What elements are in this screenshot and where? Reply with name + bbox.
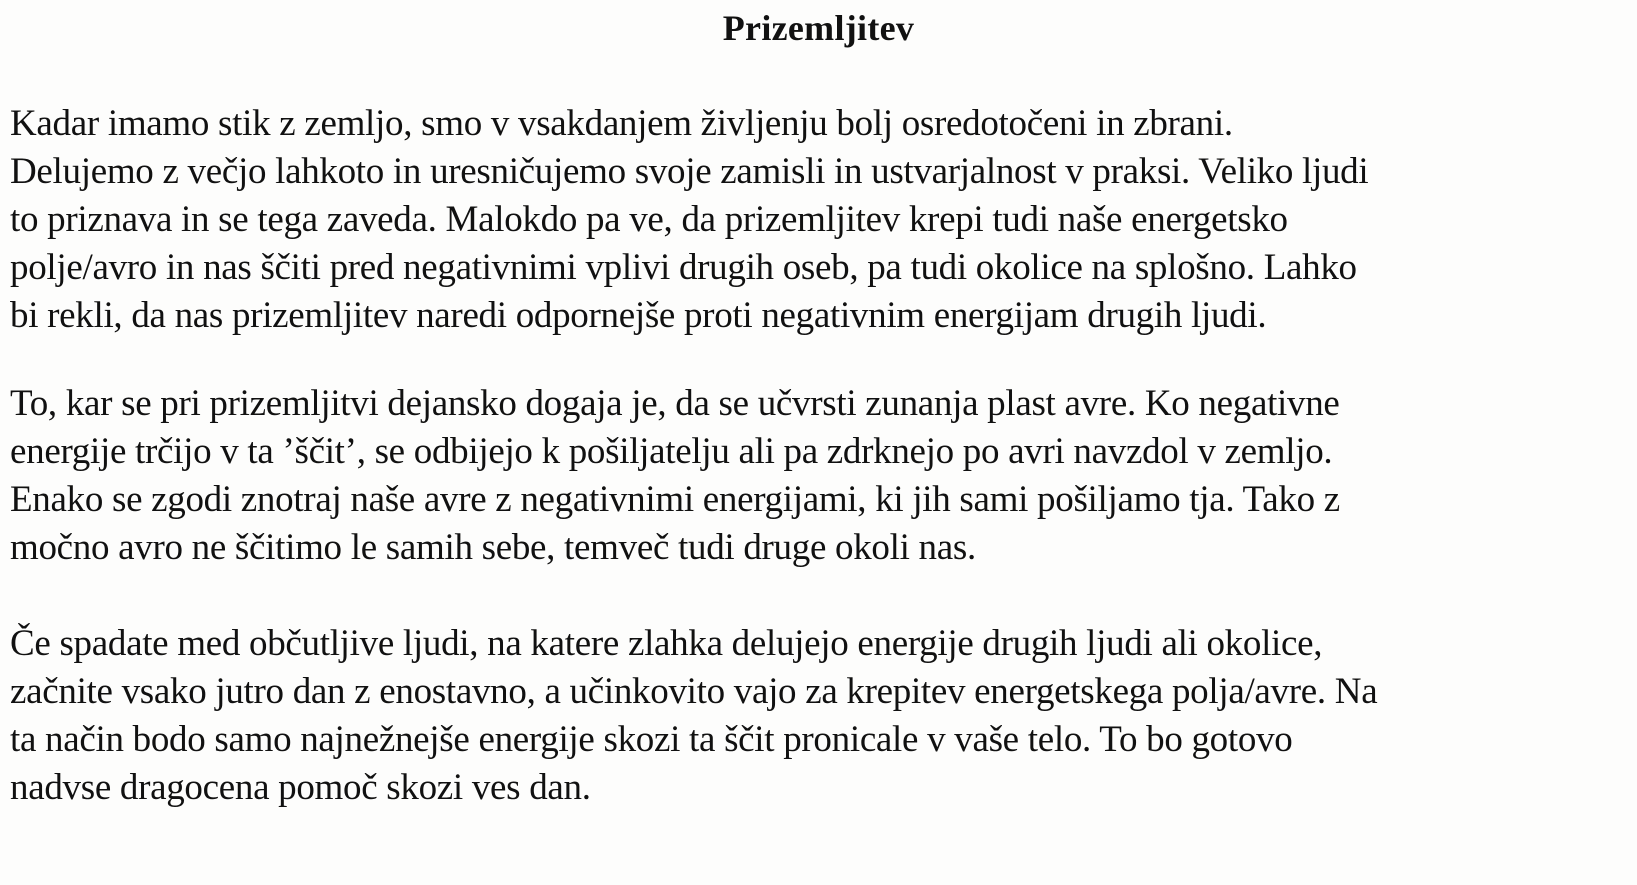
text-line: to priznava in se tega zaveda. Malokdo pa ve, da prizemljitev krepi tudi naše energetsko xyxy=(10,199,1288,240)
text-line: bi rekli, da nas prizemljitev naredi odpornejše proti negativnim energijam drugih ljudi. xyxy=(10,295,1267,336)
text-line: Če spadate med občutljive ljudi, na katere zlahka delujejo energije drugih ljudi ali okolice, xyxy=(10,623,1323,664)
text-line: Enako se zgodi znotraj naše avre z negativnimi energijami, ki jih sami pošiljamo tja. Tako z xyxy=(10,479,1340,520)
text-line: nadvse dragocena pomoč skozi ves dan. xyxy=(10,767,591,808)
paragraph-1 xyxy=(10,100,1368,340)
text-line: začnite vsako jutro dan z enostavno, a učinkovito vajo za krepitev energetskega polja/avre. Na xyxy=(10,671,1378,712)
paragraph-3 xyxy=(10,620,1377,812)
text-line: močno avro ne ščitimo le samih sebe, temveč tudi druge okoli nas. xyxy=(10,527,976,568)
text-line: ta način bodo samo najnežnejše energije skozi ta ščit pronicale v vaše telo. To bo gotovo xyxy=(10,719,1293,760)
text-line: Delujemo z večjo lahkoto in uresničujemo svoje zamisli in ustvarjalnost v praksi. Veliko ljudi xyxy=(10,151,1369,192)
paragraph-2 xyxy=(10,380,1340,572)
text-line: energije trčijo v ta ’ščit’, se odbijejo k pošiljatelju ali pa zdrknejo po avri navzdol v zemljo. xyxy=(10,431,1333,472)
document-title: Prizemljitev xyxy=(722,8,915,48)
text-line: To, kar se pri prizemljitvi dejansko dogaja je, da se učvrsti zunanja plast avre. Ko negativne xyxy=(10,383,1340,424)
text-line: polje/avro in nas ščiti pred negativnimi vplivi drugih oseb, pa tudi okolice na splošno. Lahko xyxy=(10,247,1357,288)
text-line: Kadar imamo stik z zemljo, smo v vsakdanjem življenju bolj osredotočeni in zbrani. xyxy=(10,103,1233,144)
